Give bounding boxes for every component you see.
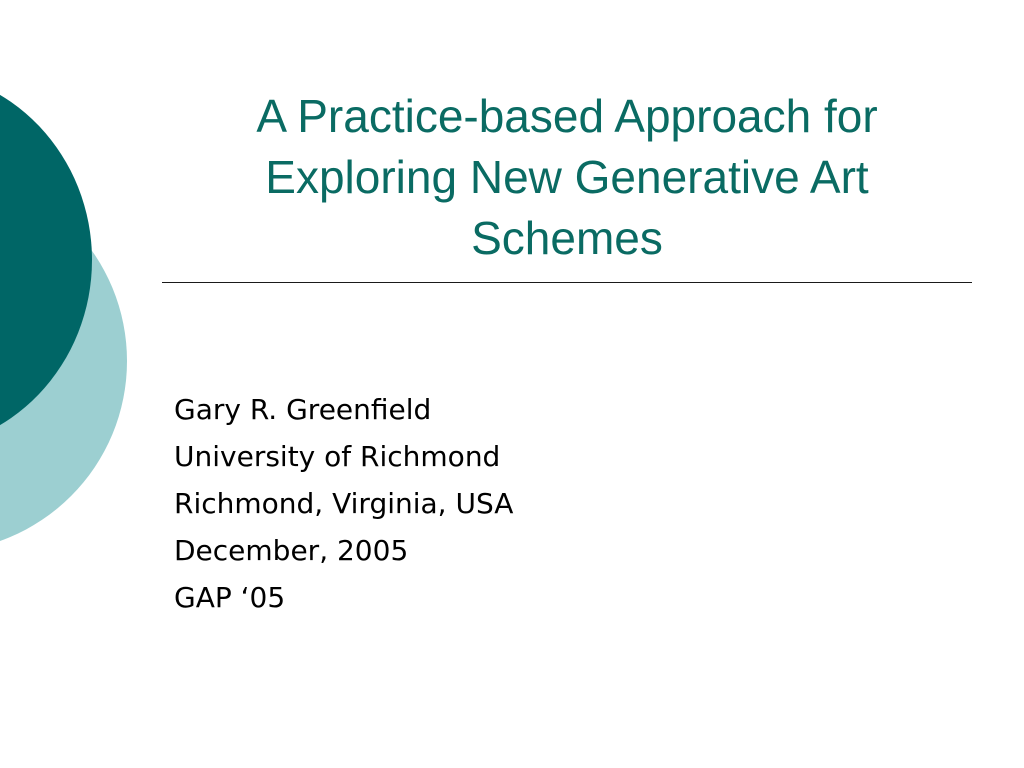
author-name: Gary R. Greenfield	[174, 393, 432, 426]
author-affiliation: University of Richmond	[174, 440, 501, 473]
title-line-2: Exploring New Generative Art	[265, 151, 869, 203]
slide-body	[174, 386, 513, 621]
presentation-date: December, 2005	[174, 534, 409, 567]
title-divider	[162, 282, 972, 283]
slide-title	[162, 86, 972, 269]
author-location: Richmond, Virginia, USA	[174, 487, 514, 520]
title-line-3: Schemes	[471, 212, 663, 264]
title-line-1: A Practice-based Approach for	[256, 90, 878, 142]
conference-name: GAP ‘05	[174, 581, 286, 614]
